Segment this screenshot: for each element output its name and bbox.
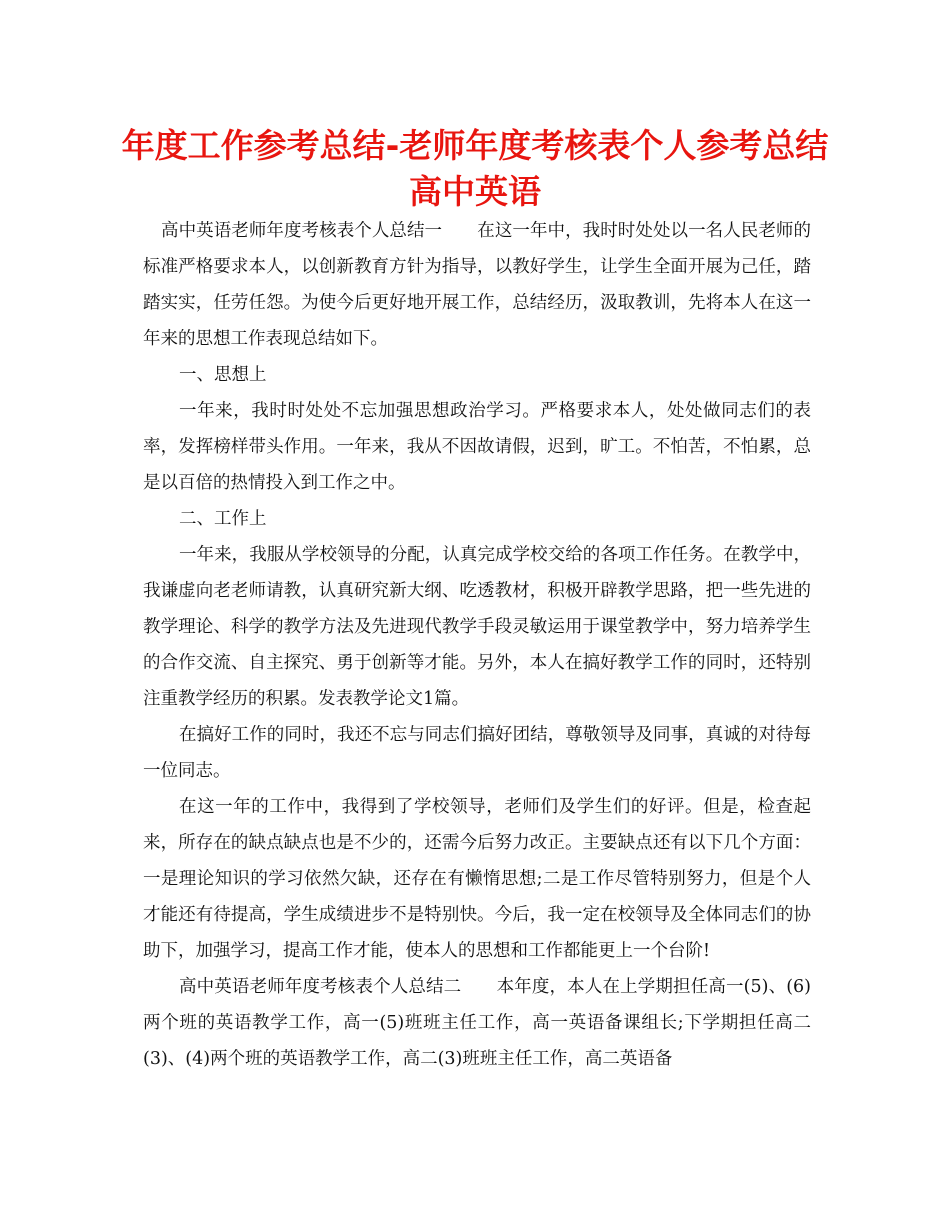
- document-title-line-2: 高中英语: [409, 172, 541, 211]
- paragraph-work: 一年来，我服从学校领导的分配，认真完成学校交给的各项工作任务。在教学中，我谦虚向老老师请教，认真研究新大纲、吃透教材，积极开辟教学思路，把一些先进的教学理论、科学的教学方法及先进现代教学手段灵敏运用于课堂教学中，努力培养学生的合作交流、自主探究、勇于创新等才能。另外，本人在搞好教学工作的同时，还特别注重教学经历的积累。发表教学论文1篇。: [143, 545, 811, 709]
- paragraph-thought: 一年来，我时时处处不忘加强思想政治学习。严格要求本人，处处做同志们的表率，发挥榜样带头作用。一年来，我从不因故请假，迟到，旷工。不怕苦，不怕累，总是以百倍的热情投入到工作之中。: [143, 401, 811, 493]
- document-body: [143, 213, 811, 1077]
- section-heading-work: 二、工作上: [179, 509, 267, 529]
- document-title-line-1: 年度工作参考总结-老师年度考核表个人参考总结: [121, 126, 829, 165]
- paragraph-review: 在这一年的工作中，我得到了学校领导，老师们及学生们的好评。但是，检查起来，所存在的缺点缺点也是不少的，还需今后努力改正。主要缺点还有以下几个方面：一是理论知识的学习依然欠缺，还存在有懒惰思想;二是工作尽管特别努力，但是个人才能还有待提高，学生成绩进步不是特别快。今后，我一定在校领导及全体同志们的协助下，加强学习，提高工作才能，使本人的思想和工作都能更上一个台阶!: [143, 797, 811, 961]
- paragraph-intro: 高中英语老师年度考核表个人总结一 在这一年中，我时时处处以一名人民老师的标准严格要求本人，以创新教育方针为指导，以教好学生，让学生全面开展为己任，踏踏实实，任劳任怨。为使今后更好地开展工作，总结经历，汲取教训，先将本人在这一年来的思想工作表现总结如下。: [143, 221, 811, 349]
- paragraph-summary-two: 高中英语老师年度考核表个人总结二 本年度，本人在上学期担任高一(5)、(6)两个班的英语教学工作，高一(5)班班主任工作，高一英语备课组长;下学期担任高二(3)、(4)两个班的英语教学工作，高二(3)班班主任工作，高二英语备: [143, 977, 811, 1069]
- paragraph-unity: 在搞好工作的同时，我还不忘与同志们搞好团结，尊敬领导及同事，真诚的对待每一位同志。: [143, 725, 811, 781]
- section-heading-thought: 一、思想上: [179, 365, 267, 385]
